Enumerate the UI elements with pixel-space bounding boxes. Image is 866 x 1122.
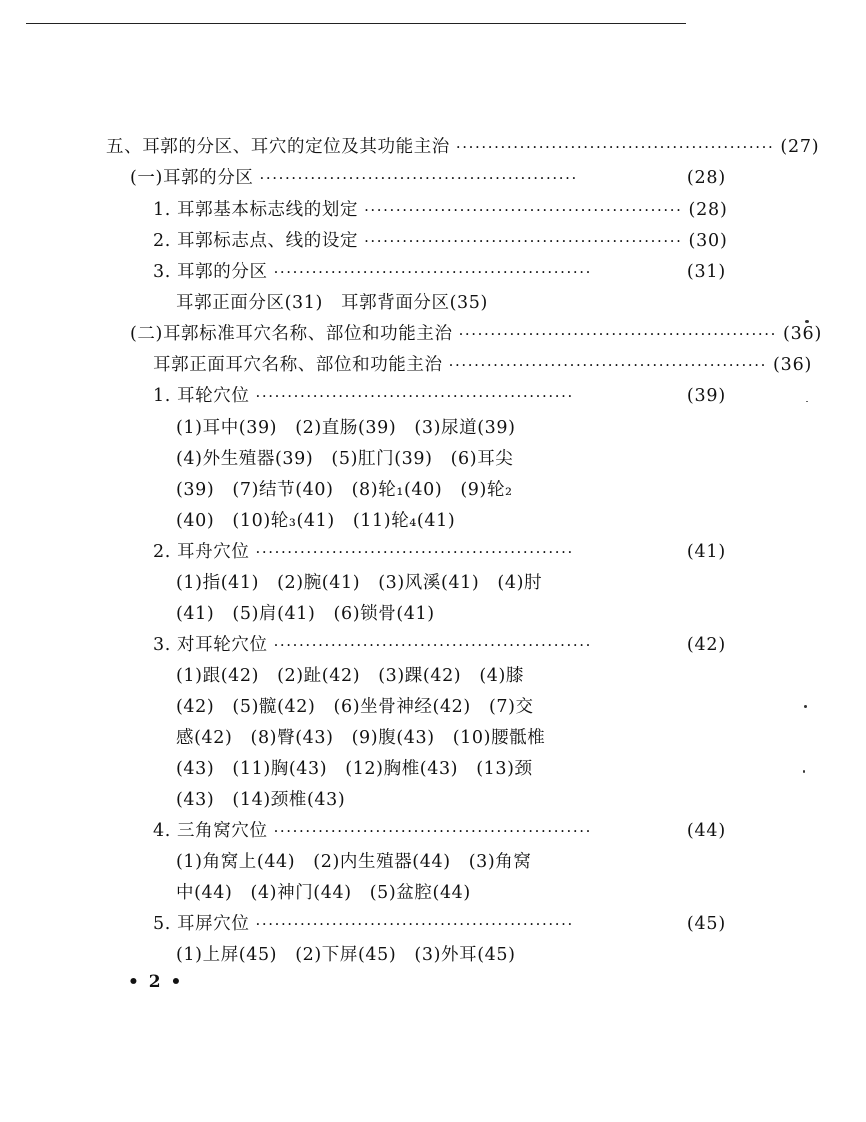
toc-entry-page: (36)	[782, 324, 823, 344]
scan-speck	[805, 320, 809, 323]
dot-leader: ··················································	[273, 822, 592, 840]
toc-entry-title: 耳郭正面耳穴名称、部位和功能主治	[153, 355, 443, 375]
toc-entry-title: 3. 耳郭的分区	[153, 262, 268, 282]
toc-entry-title: 2. 耳郭标志点、线的设定	[153, 231, 359, 251]
dot-leader: ··················································	[448, 356, 768, 374]
toc-subentry-text: (1)耳中(39) (2)直肠(39) (3)尿道(39)	[176, 418, 516, 438]
dot-leader: ··················································	[364, 232, 683, 250]
toc-entry	[130, 321, 823, 347]
toc-entry	[153, 539, 726, 565]
toc-entry-page: (45)	[686, 914, 726, 934]
toc-subentry-text: (39) (7)结节(40) (8)轮₁(40) (9)轮₂	[176, 480, 513, 500]
toc-entry-page: (36)	[773, 355, 813, 375]
toc-subentry-text: (42) (5)髋(42) (6)坐骨神经(42) (7)交	[176, 697, 534, 717]
scan-speck	[804, 705, 807, 708]
toc-subentry-text: (43) (14)颈椎(43)	[176, 790, 346, 810]
toc-subentry-text: (40) (10)轮₃(41) (11)轮₄(41)	[176, 511, 456, 531]
toc-entry-page: (31)	[686, 262, 726, 282]
toc-entry-title: 4. 三角窝穴位	[153, 821, 268, 841]
dot-leader: ··················································	[255, 387, 574, 405]
page-number: • 2 •	[128, 972, 184, 992]
toc-subentry-text: (41) (5)肩(41) (6)锁骨(41)	[176, 604, 435, 624]
toc-entry-title: (二)耳郭标准耳穴名称、部位和功能主治	[130, 324, 453, 344]
toc-entry-page: (30)	[688, 231, 728, 251]
toc-entry	[153, 197, 726, 223]
toc-entry	[153, 911, 726, 937]
toc-entry	[153, 259, 726, 285]
toc-entry-title: 1. 耳郭基本标志线的划定	[153, 200, 359, 220]
dot-leader: ··················································	[273, 263, 592, 281]
scan-speck	[803, 770, 805, 773]
toc-entry	[153, 228, 726, 254]
toc-entry-page: (28)	[688, 200, 728, 220]
toc-entry-page: (42)	[686, 635, 726, 655]
toc-subentry-text: (4)外生殖器(39) (5)肛门(39) (6)耳尖	[176, 449, 514, 469]
dot-leader: ··················································	[364, 201, 683, 219]
toc-entry-page: (39)	[686, 386, 726, 406]
toc-subentry-text: 耳郭正面分区(31) 耳郭背面分区(35)	[176, 293, 488, 313]
toc-entry-title: 1. 耳轮穴位	[153, 386, 250, 406]
dot-leader: ··················································	[455, 138, 775, 156]
toc-subentry-text: (1)上屏(45) (2)下屏(45) (3)外耳(45)	[176, 945, 516, 965]
dot-leader: ··················································	[255, 915, 574, 933]
toc-subentry-text: 中(44) (4)神门(44) (5)盆腔(44)	[176, 883, 471, 903]
toc-entry	[153, 818, 726, 844]
toc-subentry-text: (1)跟(42) (2)趾(42) (3)踝(42) (4)膝	[176, 666, 525, 686]
toc-entry-title: 3. 对耳轮穴位	[153, 635, 268, 655]
dot-leader: ··················································	[273, 636, 592, 654]
toc-entry-title: 2. 耳舟穴位	[153, 542, 250, 562]
toc-subentry-text: (1)角窝上(44) (2)内生殖器(44) (3)角窝	[176, 852, 532, 872]
toc-entry-title: 5. 耳屏穴位	[153, 914, 250, 934]
toc-entry-page: (41)	[686, 542, 726, 562]
toc-entry-title: 五、耳郭的分区、耳穴的定位及其功能主治	[106, 137, 450, 157]
toc-entry	[153, 383, 726, 409]
toc-entry-page: (27)	[780, 137, 820, 157]
toc-entry-page: (28)	[686, 168, 726, 188]
dot-leader: ··················································	[458, 325, 777, 343]
scan-speck	[806, 401, 808, 402]
toc-subentry-text: (43) (11)胸(43) (12)胸椎(43) (13)颈	[176, 759, 533, 779]
dot-leader: ··················································	[255, 543, 574, 561]
toc-subentry-text: (1)指(41) (2)腕(41) (3)风溪(41) (4)肘	[176, 573, 543, 593]
toc-entry-page: (44)	[686, 821, 726, 841]
toc-entry	[153, 632, 726, 658]
toc-entry	[106, 134, 820, 160]
toc-subentry-text: 感(42) (8)臀(43) (9)腹(43) (10)腰骶椎	[176, 728, 546, 748]
toc-entry	[130, 165, 726, 191]
dot-leader: ··················································	[259, 169, 578, 187]
toc-entry	[153, 352, 813, 378]
toc-entry-title: (一)耳郭的分区	[130, 168, 254, 188]
